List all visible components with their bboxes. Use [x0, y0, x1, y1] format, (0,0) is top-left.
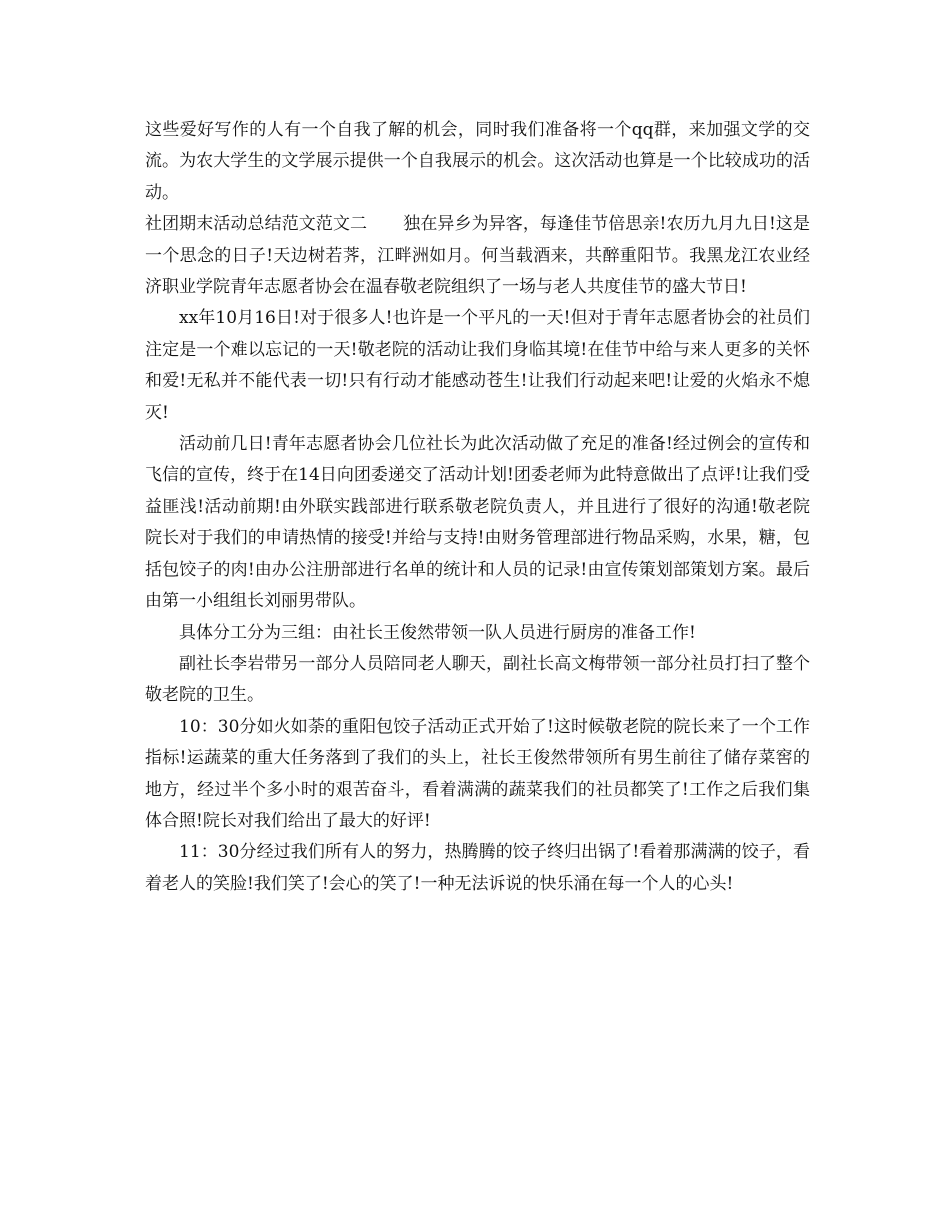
document-body — [145, 115, 810, 900]
paragraph-1130: 11：30分经过我们所有人的努力，热腾腾的饺子终归出锅了!看着那满满的饺子，看着老人的笑脸!我们笑了!会心的笑了!一种无法诉说的快乐涌在每一个人的心头! — [145, 842, 810, 894]
section-title: 社团期末活动总结范文范文二 — [145, 214, 368, 235]
paragraph-preparation: 活动前几日!青年志愿者协会几位社长为此次活动做了充足的准备!经过例会的宣传和飞信的宣传，终于在14日向团委递交了活动计划!团委老师为此特意做出了点评!让我们受益匪浅!活动前期!由外联实践部进行联系敬老院负责人，并且进行了很好的沟通!敬老院院长对于我们的申请热情的接受!并给与支持!由财务管理部进行物品采购，水果，糖，包括包饺子的肉!由办公注册部进行名单的统计和人员的记录!由宣传策划部策划方案。最后由第一小组组长刘丽男带队。 — [145, 434, 810, 612]
paragraph-division: 具体分工分为三组：由社长王俊然带领一队人员进行厨房的准备工作! — [179, 622, 696, 643]
paragraph-1030: 10：30分如火如荼的重阳包饺子活动正式开始了!这时候敬老院的院长来了一个工作指标!运蔬菜的重大任务落到了我们的头上，社长王俊然带领所有男生前往了储存菜窖的地方，经过半个多小时的艰苦奋斗，看着满满的蔬菜我们的社员都笑了!工作之后我们集体合照!院长对我们给出了最大的好评! — [145, 716, 810, 831]
paragraph-date: xx年10月16日!对于很多人!也许是一个平凡的一天!但对于青年志愿者协会的社员们注定是一个难以忘记的一天!敬老院的活动让我们身临其境!在佳节中给与来人更多的关怀和爱!无私并不能代表一切!只有行动才能感动苍生!让我们行动起来吧!让爱的火焰永不熄灭! — [145, 308, 810, 423]
paragraph-continuation: 这些爱好写作的人有一个自我了解的机会，同时我们准备将一个qq群，来加强文学的交流。为农大学生的文学展示提供一个自我展示的机会。这次活动也算是一个比较成功的活动。 — [145, 120, 810, 203]
paragraph-vice-president: 副社长李岩带另一部分人员陪同老人聊天，副社长高文梅带领一部分社员打扫了整个敬老院的卫生。 — [145, 653, 810, 706]
section-intro: 独在异乡为异客，每逢佳节倍思亲!农历九月九日!这是一个思念的日子!天边树若荠，江畔洲如月。何当载酒来，共醉重阳节。我黑龙江农业经济职业学院青年志愿者协会在温春敬老院组织了一场与老人共度佳节的盛大节日! — [145, 214, 810, 298]
section-heading-paragraph — [145, 209, 810, 303]
